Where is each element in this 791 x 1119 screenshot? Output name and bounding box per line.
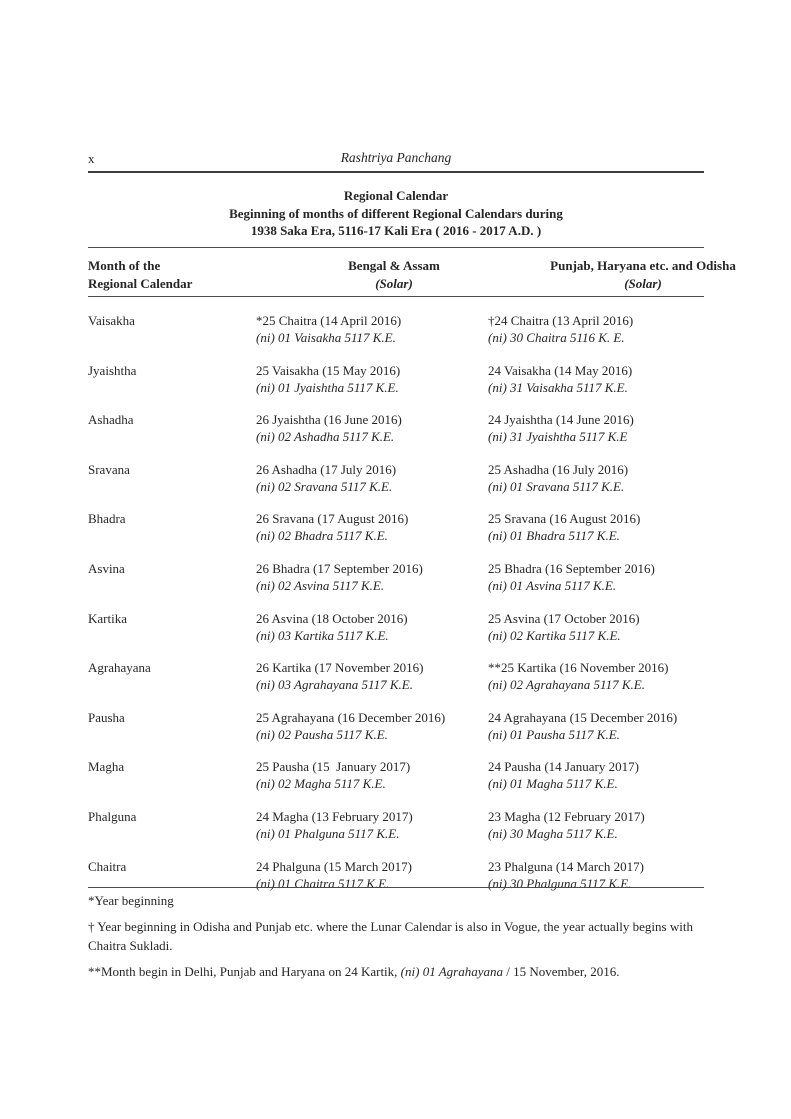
punjab-cell [488,808,704,842]
bengal-cell [256,312,488,346]
table-row [88,362,704,396]
bengal-cell [256,510,488,544]
running-title: Rashtriya Panchang [340,150,452,165]
title-line-2: Beginning of months of different Regional Calendars during [229,205,563,221]
punjab-ni-line: (ni) 30 Phalguna 5117 K.E. [488,875,632,891]
bengal-ni-line: (ni) 01 Phalguna 5117 K.E. [256,825,400,841]
bengal-cell [256,610,488,644]
bengal-cell [256,461,488,495]
page-number: x [88,151,95,166]
punjab-cell [488,709,704,743]
table-header-rule [88,296,704,297]
month-cell: Phalguna [88,808,137,824]
month-cell: Chaitra [88,858,127,874]
bengal-date: 25 Agrahayana (16 December 2016) [256,709,446,725]
punjab-ni-line: (ni) 02 Agrahayana 5117 K.E. [488,677,645,693]
punjab-date: †24 Chaitra (13 April 2016) [488,313,634,328]
bengal-cell [256,659,488,693]
table-row [88,510,704,544]
title-line-1: Regional Calendar [343,188,449,203]
punjab-ni-line: (ni) 01 Pausha 5117 K.E. [488,726,620,742]
bengal-date: 25 Pausha (15 January 2017) [256,759,411,775]
punjab-cell [488,758,704,792]
footnote-dagger: † Year beginning in Odisha and Punjab etc. where the Lunar Calendar is also in Vogue, the year actually begins with Chaitra Sukladi. [88,918,693,953]
bengal-ni-line: (ni) 01 Chaitra 5117 K.E. [256,875,390,891]
punjab-ni-line: (ni) 01 Magha 5117 K.E. [488,776,618,792]
month-cell: Jyaishtha [88,362,137,378]
bengal-ni-line: (ni) 02 Sravana 5117 K.E. [256,478,393,494]
punjab-cell [488,461,704,495]
footnote-doublestar-italic: (ni) 01 Agrahayana [400,963,503,979]
punjab-ni-line: (ni) 31 Jyaishtha 5117 K.E [488,429,628,445]
punjab-date: 25 Ashadha (16 July 2016) [488,461,629,477]
header-month-line-2: Regional Calendar [88,275,193,291]
header-bengal-column [348,257,440,292]
table-body [88,312,704,907]
punjab-cell [488,610,704,644]
bengal-date: 26 Asvina (18 October 2016) [256,610,408,626]
bengal-ni-line: (ni) 02 Magha 5117 K.E. [256,776,386,792]
bengal-cell [256,362,488,396]
title-line-3: 1938 Saka Era, 5116-17 Kali Era ( 2016 - 2017 A.D. ) [250,223,542,238]
punjab-date: 23 Phalguna (14 March 2017) [488,858,644,874]
punjab-date: 25 Bhadra (16 September 2016) [488,560,655,576]
punjab-date: 23 Magha (12 February 2017) [488,808,645,824]
bengal-date: 26 Bhadra (17 September 2016) [256,560,423,576]
bengal-cell [256,808,488,842]
punjab-date: 24 Vaisakha (14 May 2016) [488,362,633,378]
bengal-ni-line: (ni) 01 Jyaishtha 5117 K.E. [256,379,399,395]
footnote-doublestar-suffix: / 15 November, 2016. [502,963,620,979]
punjab-ni-line: (ni) 01 Asvina 5117 K.E. [488,577,617,593]
month-cell: Sravana [88,461,130,477]
bengal-date: 26 Jyaishtha (16 June 2016) [256,412,402,428]
month-cell: Pausha [88,709,125,725]
bengal-date: 25 Vaisakha (15 May 2016) [256,362,401,378]
table-row [88,312,704,346]
table-row [88,461,704,495]
bengal-ni-line: (ni) 02 Asvina 5117 K.E. [256,577,385,593]
punjab-date: 25 Sravana (16 August 2016) [488,511,641,527]
bengal-date: 24 Magha (13 February 2017) [256,808,413,824]
punjab-date: 24 Pausha (14 January 2017) [488,759,639,775]
punjab-ni-line: (ni) 01 Bhadra 5117 K.E. [488,528,620,544]
table-row [88,411,704,445]
month-cell: Asvina [88,560,125,576]
header-month-column [88,257,192,292]
bengal-date: 26 Kartika (17 November 2016) [256,660,424,676]
header-bengal-solar: (Solar) [375,275,413,291]
table-row [88,560,704,594]
punjab-cell [488,411,704,445]
bengal-date: *25 Chaitra (14 April 2016) [256,313,402,328]
month-cell: Kartika [88,610,127,626]
punjab-cell [488,560,704,594]
running-head [88,150,704,173]
punjab-ni-line: (ni) 30 Magha 5117 K.E. [488,825,618,841]
table-row [88,808,704,842]
month-cell: Bhadra [88,511,126,527]
footnote-year-beginning: *Year beginning [88,893,174,908]
month-cell: Agrahayana [88,660,151,676]
bengal-date: 24 Phalguna (15 March 2017) [256,858,412,874]
punjab-cell [488,659,704,693]
punjab-cell [488,510,704,544]
table-bottom-rule [88,887,704,888]
bengal-date: 26 Ashadha (17 July 2016) [256,461,397,477]
bengal-date: 26 Sravana (17 August 2016) [256,511,409,527]
punjab-date: 25 Asvina (17 October 2016) [488,610,640,626]
bengal-ni-line: (ni) 01 Vaisakha 5117 K.E. [256,330,396,345]
footnotes [88,891,708,987]
month-cell: Vaisakha [88,313,135,328]
header-bengal-title: Bengal & Assam [348,258,440,273]
header-punjab-solar: (Solar) [624,275,662,291]
table-row [88,709,704,743]
punjab-date: 24 Agrahayana (15 December 2016) [488,709,678,725]
table-top-rule [88,247,704,248]
table-row [88,659,704,693]
bengal-ni-line: (ni) 02 Ashadha 5117 K.E. [256,429,395,445]
bengal-cell [256,709,488,743]
punjab-ni-line: (ni) 30 Chaitra 5116 K. E. [488,330,625,345]
bengal-cell [256,758,488,792]
bengal-ni-line: (ni) 03 Kartika 5117 K.E. [256,627,389,643]
bengal-ni-line: (ni) 03 Agrahayana 5117 K.E. [256,677,413,693]
punjab-date: **25 Kartika (16 November 2016) [488,660,669,676]
header-punjab-title: Punjab, Haryana etc. and Odisha [550,258,736,273]
table-row [88,610,704,644]
title-block [88,187,704,240]
footnote-doublestar [88,962,708,982]
punjab-cell [488,362,704,396]
footnote-doublestar-prefix: **Month begin in Delhi, Punjab and Haryana on 24 Kartik, [88,963,401,979]
punjab-ni-line: (ni) 31 Vaisakha 5117 K.E. [488,379,628,395]
month-cell: Magha [88,759,125,775]
bengal-cell [256,411,488,445]
punjab-ni-line: (ni) 02 Kartika 5117 K.E. [488,627,621,643]
bengal-ni-line: (ni) 02 Pausha 5117 K.E. [256,726,388,742]
header-month-line-1: Month of the [88,258,161,273]
header-punjab-column [550,257,736,292]
bengal-cell [256,560,488,594]
bengal-ni-line: (ni) 02 Bhadra 5117 K.E. [256,528,388,544]
punjab-cell [488,312,704,346]
table-row [88,758,704,792]
month-cell: Ashadha [88,412,134,428]
punjab-date: 24 Jyaishtha (14 June 2016) [488,412,634,428]
punjab-ni-line: (ni) 01 Sravana 5117 K.E. [488,478,625,494]
